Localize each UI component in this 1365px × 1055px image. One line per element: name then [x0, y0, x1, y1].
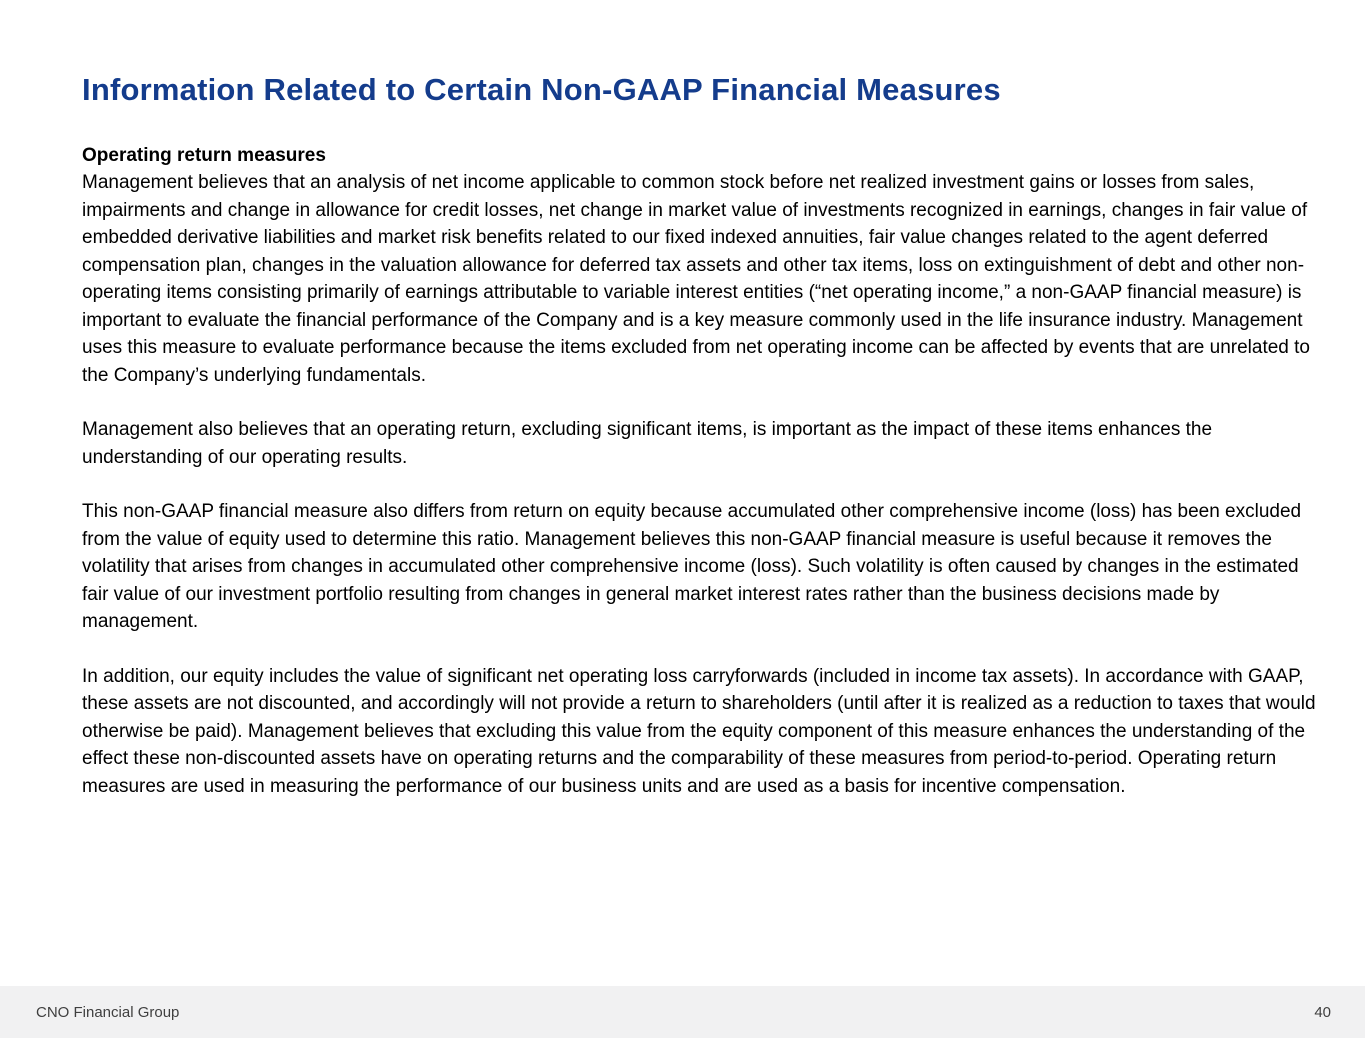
footer-company-name: CNO Financial Group — [36, 1003, 180, 1021]
page-title: Information Related to Certain Non-GAAP Financial Measures — [82, 72, 1001, 107]
paragraph-operating-return-significant-items: Management also believes that an operating return, excluding significant items, is important as the impact of these items enhances the understanding of our operating results. — [82, 419, 1213, 468]
footer — [0, 986, 1365, 1038]
paragraph-return-on-equity-difference: This non-GAAP financial measure also differs from return on equity because accumulated other comprehensive income (loss) has been excluded from the value of equity used to determine this ratio. Management believes this non-GAAP financial measure is useful because it removes the volatility that arises from changes in accumulated other comprehensive income (loss). Such volatility is often caused by changes in the estimated fair value of our investment portfolio resulting from changes in general market interest rates rather than the business decisions made by management. — [82, 501, 1302, 632]
footer-page-number: 40 — [1314, 1003, 1331, 1021]
paragraph-loss-carryforwards: In addition, our equity includes the value of significant net operating loss carryforwards (included in income tax assets). In accordance with GAAP, these assets are not discounted, and accordingly will not provide a return to shareholders (until after it is realized as a reduction to taxes that would otherwise be paid). Management believes that excluding this value from the equity component of this measure enhances the understanding of the effect these non-discounted assets have on operating returns and the comparability of these measures from period-to-period. Operating return measures are used in measuring the performance of our business units and are used as a basis for incentive compensation. — [82, 665, 1316, 797]
paragraph-operating-return-definition: Management believes that an analysis of net income applicable to common stock before net realized investment gains or losses from sales, impairments and change in allowance for credit losses, net change in market value of investments recognized in earnings, changes in fair value of embedded derivative liabilities and market risk benefits related to our fixed indexed annuities, fair value changes related to the agent deferred compensation plan, changes in the valuation allowance for deferred tax assets and other tax items, loss on extinguishment of debt and other non-operating items consisting primarily of earnings attributable to variable interest entities (“net operating income,” a non-GAAP financial measure) is important to evaluate the financial performance of the Company and is a key measure commonly used in the life insurance industry. Management uses this measure to evaluate performance because the items excluded from net operating income can be affected by events that are unrelated to the Company’s underlying fundamentals. — [82, 172, 1310, 386]
section-heading: Operating return measures — [82, 145, 326, 166]
